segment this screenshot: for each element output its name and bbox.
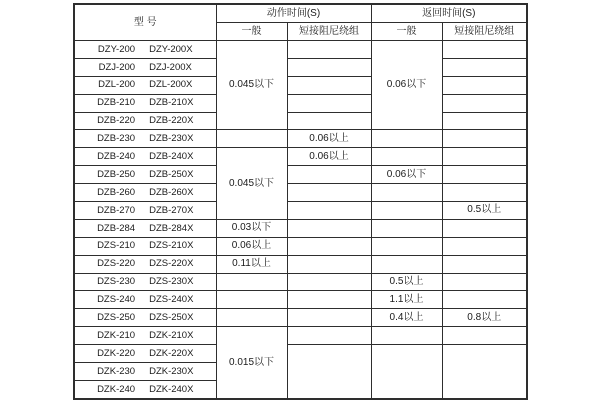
table-row [74, 184, 527, 202]
model-pair [75, 98, 216, 108]
model-name-variant: DZB-240X [149, 151, 194, 163]
model-name-variant: DZK-230X [149, 365, 194, 377]
model-name-variant: DZB-270X [149, 204, 194, 216]
action-damped-cell [287, 327, 371, 345]
model-name-variant: DZS-240X [149, 294, 194, 306]
action-general-cell: 0.11以上 [216, 255, 287, 273]
model-name-primary: DZS-220 [97, 258, 136, 270]
model-cell [74, 380, 216, 398]
action-damped-cell [287, 166, 371, 184]
return-damped-cell: 0.8以上 [442, 309, 527, 327]
model-cell [74, 363, 216, 381]
spec-table-body [74, 41, 527, 399]
subheader-return-damped: 短接阻尼绕组 [442, 23, 527, 41]
model-name-primary: DZB-270 [97, 204, 136, 216]
return-general-cell [371, 345, 442, 399]
model-cell [74, 219, 216, 237]
return-general-cell: 0.5以上 [371, 273, 442, 291]
table-row [74, 130, 527, 148]
return-general-cell [371, 255, 442, 273]
return-damped-cell [442, 237, 527, 255]
table-row [74, 273, 527, 291]
action-damped-cell [287, 309, 371, 327]
spec-table-container [73, 3, 528, 400]
model-name-variant: DZB-284X [149, 222, 194, 234]
model-cell [74, 291, 216, 309]
model-name-variant: DZS-230X [149, 276, 194, 288]
table-row [74, 327, 527, 345]
return-general-cell [371, 219, 442, 237]
return-general-cell: 0.06以下 [371, 166, 442, 184]
spec-table [73, 3, 528, 400]
model-name-primary: DZS-230 [97, 276, 136, 288]
model-pair [75, 63, 216, 73]
model-cell [74, 112, 216, 130]
model-cell [74, 58, 216, 76]
model-name-primary: DZS-250 [97, 312, 136, 324]
model-name-primary: DZB-220 [97, 115, 136, 127]
table-row [74, 76, 527, 94]
action-damped-cell: 0.06以上 [287, 148, 371, 166]
model-name-variant: DZB-230X [149, 133, 194, 145]
model-cell [74, 148, 216, 166]
table-row [74, 237, 527, 255]
model-cell [74, 130, 216, 148]
action-general-cell: 0.045以下 [216, 41, 287, 130]
table-row [74, 255, 527, 273]
model-name-variant: DZK-220X [149, 347, 194, 359]
subheader-action-damped: 短接阻尼绕组 [287, 23, 371, 41]
model-name-primary: DZB-230 [97, 133, 136, 145]
model-name-primary: DZK-220 [97, 347, 136, 359]
model-name-primary: DZJ-200 [98, 61, 136, 73]
model-pair [75, 331, 216, 341]
model-pair [75, 116, 216, 126]
return-general-cell [371, 237, 442, 255]
model-pair [75, 367, 216, 377]
action-damped-cell [287, 202, 371, 220]
model-name-primary: DZK-210 [97, 329, 136, 341]
model-name-primary: DZY-200 [97, 43, 136, 55]
action-damped-cell: 0.06以上 [287, 130, 371, 148]
subheader-return-general: 一般 [371, 23, 442, 41]
action-general-cell [216, 130, 287, 148]
model-pair [75, 259, 216, 269]
table-row [74, 94, 527, 112]
model-pair [75, 224, 216, 234]
return-damped-cell [442, 166, 527, 184]
model-name-primary: DZB-260 [97, 186, 136, 198]
model-name-variant: DZB-250X [149, 168, 194, 180]
table-row [74, 345, 527, 363]
return-general-cell [371, 148, 442, 166]
model-cell [74, 166, 216, 184]
model-cell [74, 273, 216, 291]
return-general-cell [371, 202, 442, 220]
model-cell [74, 345, 216, 363]
model-pair [75, 45, 216, 55]
table-row [74, 291, 527, 309]
action-general-cell: 0.03以下 [216, 219, 287, 237]
model-pair [75, 295, 216, 305]
model-pair [75, 188, 216, 198]
model-name-primary: DZB-210 [97, 97, 136, 109]
return-damped-cell [442, 148, 527, 166]
model-cell [74, 255, 216, 273]
action-damped-cell [287, 94, 371, 112]
return-general-cell [371, 130, 442, 148]
model-name-primary: DZL-200 [98, 79, 136, 91]
model-name-primary: DZB-284 [97, 222, 136, 234]
return-general-cell [371, 184, 442, 202]
action-damped-cell [287, 255, 371, 273]
return-damped-cell [442, 291, 527, 309]
model-pair [75, 385, 216, 395]
model-pair [75, 80, 216, 90]
model-name-variant: DZK-240X [149, 383, 194, 395]
table-row [74, 309, 527, 327]
return-damped-cell [442, 76, 527, 94]
model-pair [75, 170, 216, 180]
model-cell [74, 184, 216, 202]
model-cell [74, 237, 216, 255]
model-name-variant: DZJ-200X [149, 61, 192, 73]
model-name-primary: DZB-250 [97, 168, 136, 180]
model-pair [75, 152, 216, 162]
action-general-cell [216, 273, 287, 291]
return-damped-cell: 0.5以上 [442, 202, 527, 220]
header-row [74, 4, 527, 23]
model-cell [74, 309, 216, 327]
model-pair [75, 277, 216, 287]
model-cell [74, 41, 216, 59]
table-row [74, 202, 527, 220]
return-general-cell: 0.06以下 [371, 41, 442, 130]
model-cell [74, 327, 216, 345]
table-row [74, 148, 527, 166]
model-name-variant: DZL-200X [149, 79, 193, 91]
return-general-cell [371, 327, 442, 345]
header-action-time: 动作时间(S) [216, 4, 371, 23]
model-name-primary: DZK-240 [97, 383, 136, 395]
spec-table-head [74, 4, 527, 41]
return-damped-cell [442, 327, 527, 345]
model-name-primary: DZK-230 [97, 365, 136, 377]
model-name-variant: DZS-210X [149, 240, 194, 252]
action-damped-cell [287, 112, 371, 130]
return-damped-cell [442, 112, 527, 130]
return-damped-cell [442, 184, 527, 202]
model-name-primary: DZB-240 [97, 151, 136, 163]
action-damped-cell [287, 219, 371, 237]
header-model: 型 号 [74, 4, 216, 41]
model-name-variant: DZK-210X [149, 329, 194, 341]
model-name-variant: DZB-260X [149, 186, 194, 198]
header-return-time: 返回时间(S) [371, 4, 527, 23]
return-general-cell: 0.4以上 [371, 309, 442, 327]
model-name-variant: DZB-210X [149, 97, 194, 109]
model-pair [75, 349, 216, 359]
model-name-variant: DZS-250X [149, 312, 194, 324]
table-row [74, 166, 527, 184]
action-damped-cell [287, 345, 371, 399]
subheader-action-general: 一般 [216, 23, 287, 41]
return-general-cell: 1.1以上 [371, 291, 442, 309]
model-name-variant: DZS-220X [149, 258, 194, 270]
action-damped-cell [287, 41, 371, 59]
table-row [74, 219, 527, 237]
return-damped-cell [442, 94, 527, 112]
action-general-cell [216, 291, 287, 309]
model-pair [75, 206, 216, 216]
action-general-cell [216, 309, 287, 327]
model-pair [75, 134, 216, 144]
return-damped-cell [442, 41, 527, 59]
model-name-variant: DZB-220X [149, 115, 194, 127]
return-damped-cell [442, 255, 527, 273]
return-damped-cell [442, 58, 527, 76]
return-damped-cell [442, 130, 527, 148]
table-row [74, 41, 527, 59]
action-damped-cell [287, 273, 371, 291]
return-damped-cell [442, 273, 527, 291]
table-row [74, 112, 527, 130]
model-cell [74, 202, 216, 220]
model-cell [74, 76, 216, 94]
return-damped-cell [442, 345, 527, 399]
action-damped-cell [287, 58, 371, 76]
model-name-variant: DZY-200X [149, 43, 193, 55]
action-general-cell: 0.06以上 [216, 237, 287, 255]
model-pair [75, 313, 216, 323]
model-name-primary: DZS-210 [97, 240, 136, 252]
action-general-cell: 0.015以下 [216, 327, 287, 399]
action-general-cell: 0.045以下 [216, 148, 287, 220]
action-damped-cell [287, 184, 371, 202]
model-cell [74, 94, 216, 112]
action-damped-cell [287, 291, 371, 309]
model-name-primary: DZS-240 [97, 294, 136, 306]
model-pair [75, 241, 216, 251]
return-damped-cell [442, 219, 527, 237]
table-row [74, 58, 527, 76]
action-damped-cell [287, 237, 371, 255]
action-damped-cell [287, 76, 371, 94]
